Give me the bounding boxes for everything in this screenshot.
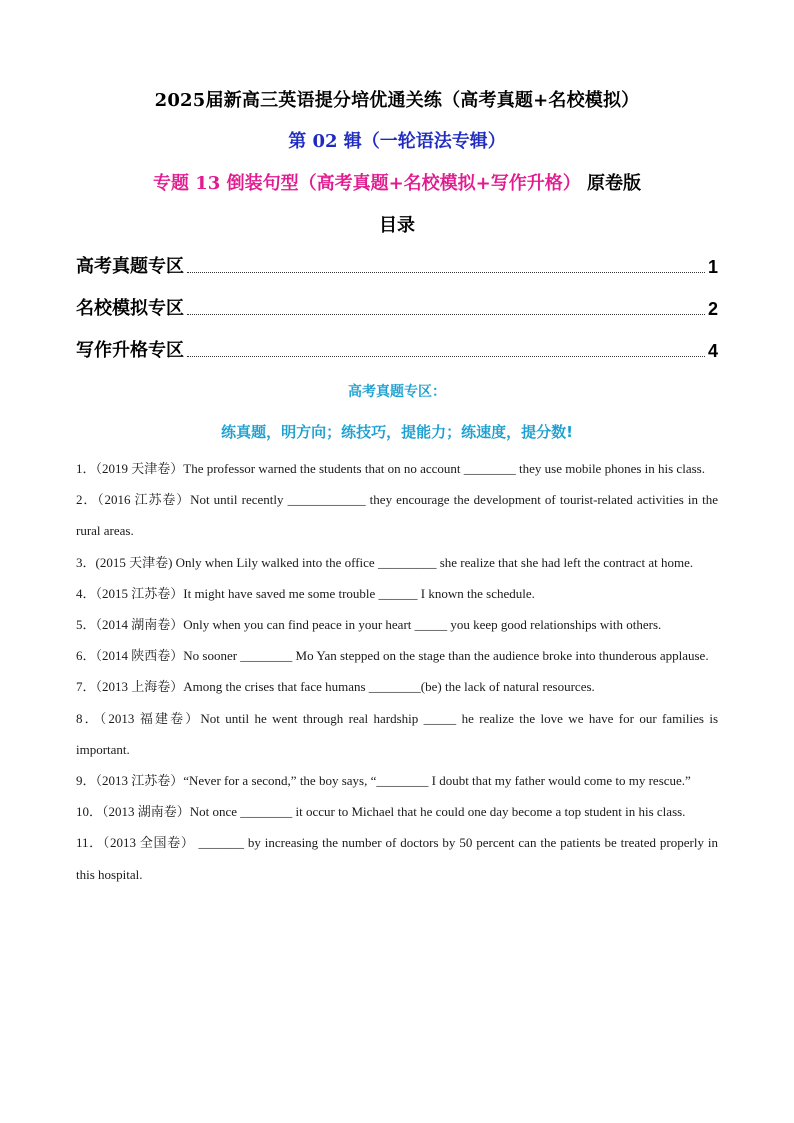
series-subtitle: 第 02 辑（一轮语法专辑）: [288, 131, 506, 152]
topic-title-main: 专题 13 倒装句型（高考真题+名校模拟+写作升格）: [152, 173, 581, 194]
question-item: 5．（2014 湖南卷）Only when you can find peace in your heart _____ you keep good relationships with others.: [76, 617, 662, 633]
toc-item-label: 高考真题专区: [76, 256, 184, 277]
toc-item[interactable]: [76, 294, 718, 320]
question-item: 4．（2015 江苏卷）It might have saved me some trouble ______ I known the schedule.: [76, 585, 535, 601]
toc-item-page: 1: [707, 257, 718, 277]
topic-title-edition: 原卷版: [580, 173, 642, 194]
question-list: [76, 453, 718, 890]
question-item: 2．（2016 江苏卷）Not until recently ____________ they encourage the development of tourist-related activities in the rural areas.: [76, 492, 718, 539]
toc-heading: 目录: [379, 215, 415, 236]
document-title: 2025届新高三英语提分培优通关练（高考真题+名校模拟）: [154, 90, 640, 111]
question-item: 11．（2013 全国卷） _______ by increasing the number of doctors by 50 percent can the patients be treated properly in this hospital.: [76, 835, 718, 882]
toc-item[interactable]: [76, 252, 718, 278]
toc-leader: [187, 313, 705, 315]
toc-item-page: 2: [707, 299, 718, 319]
question-item: 6．（2014 陕西卷）No sooner ________ Mo Yan stepped on the stage than the audience broke into thunderous applause.: [76, 648, 709, 664]
section-subheading: 练真题，明方向；练技巧，提能力；练速度，提分数!: [221, 423, 573, 441]
toc-item-page: 4: [707, 341, 718, 361]
question-item: 7．（2013 上海卷）Among the crises that face humans ________(be) the lack of natural resources.: [76, 679, 595, 695]
topic-title: [0, 169, 794, 195]
section-heading: 高考真题专区：: [348, 384, 446, 400]
toc-item[interactable]: [76, 336, 718, 362]
question-item: 1．（2019 天津卷）The professor warned the students that on no account ________ they use mobile phones in his class.: [76, 461, 705, 476]
toc-item-label: 名校模拟专区: [76, 298, 184, 319]
question-item: 8．（2013 福建卷）Not until he went through real hardship _____ he realize the love we have for our families is important.: [76, 710, 718, 757]
question-item: 9．（2013 江苏卷）“Never for a second,” the boy says, “________ I doubt that my father would come to my rescue.”: [76, 773, 691, 789]
toc-leader: [187, 355, 705, 357]
toc-item-label: 写作升格专区: [76, 340, 184, 361]
question-item: 3．(2015 天津卷) Only when Lily walked into the office _________ she realize that she had left the contract at home.: [76, 554, 694, 570]
question-item: 10．（2013 湖南卷）Not once ________ it occur to Michael that he could one day become a top student in his class.: [76, 804, 686, 820]
toc-leader: [187, 271, 705, 273]
